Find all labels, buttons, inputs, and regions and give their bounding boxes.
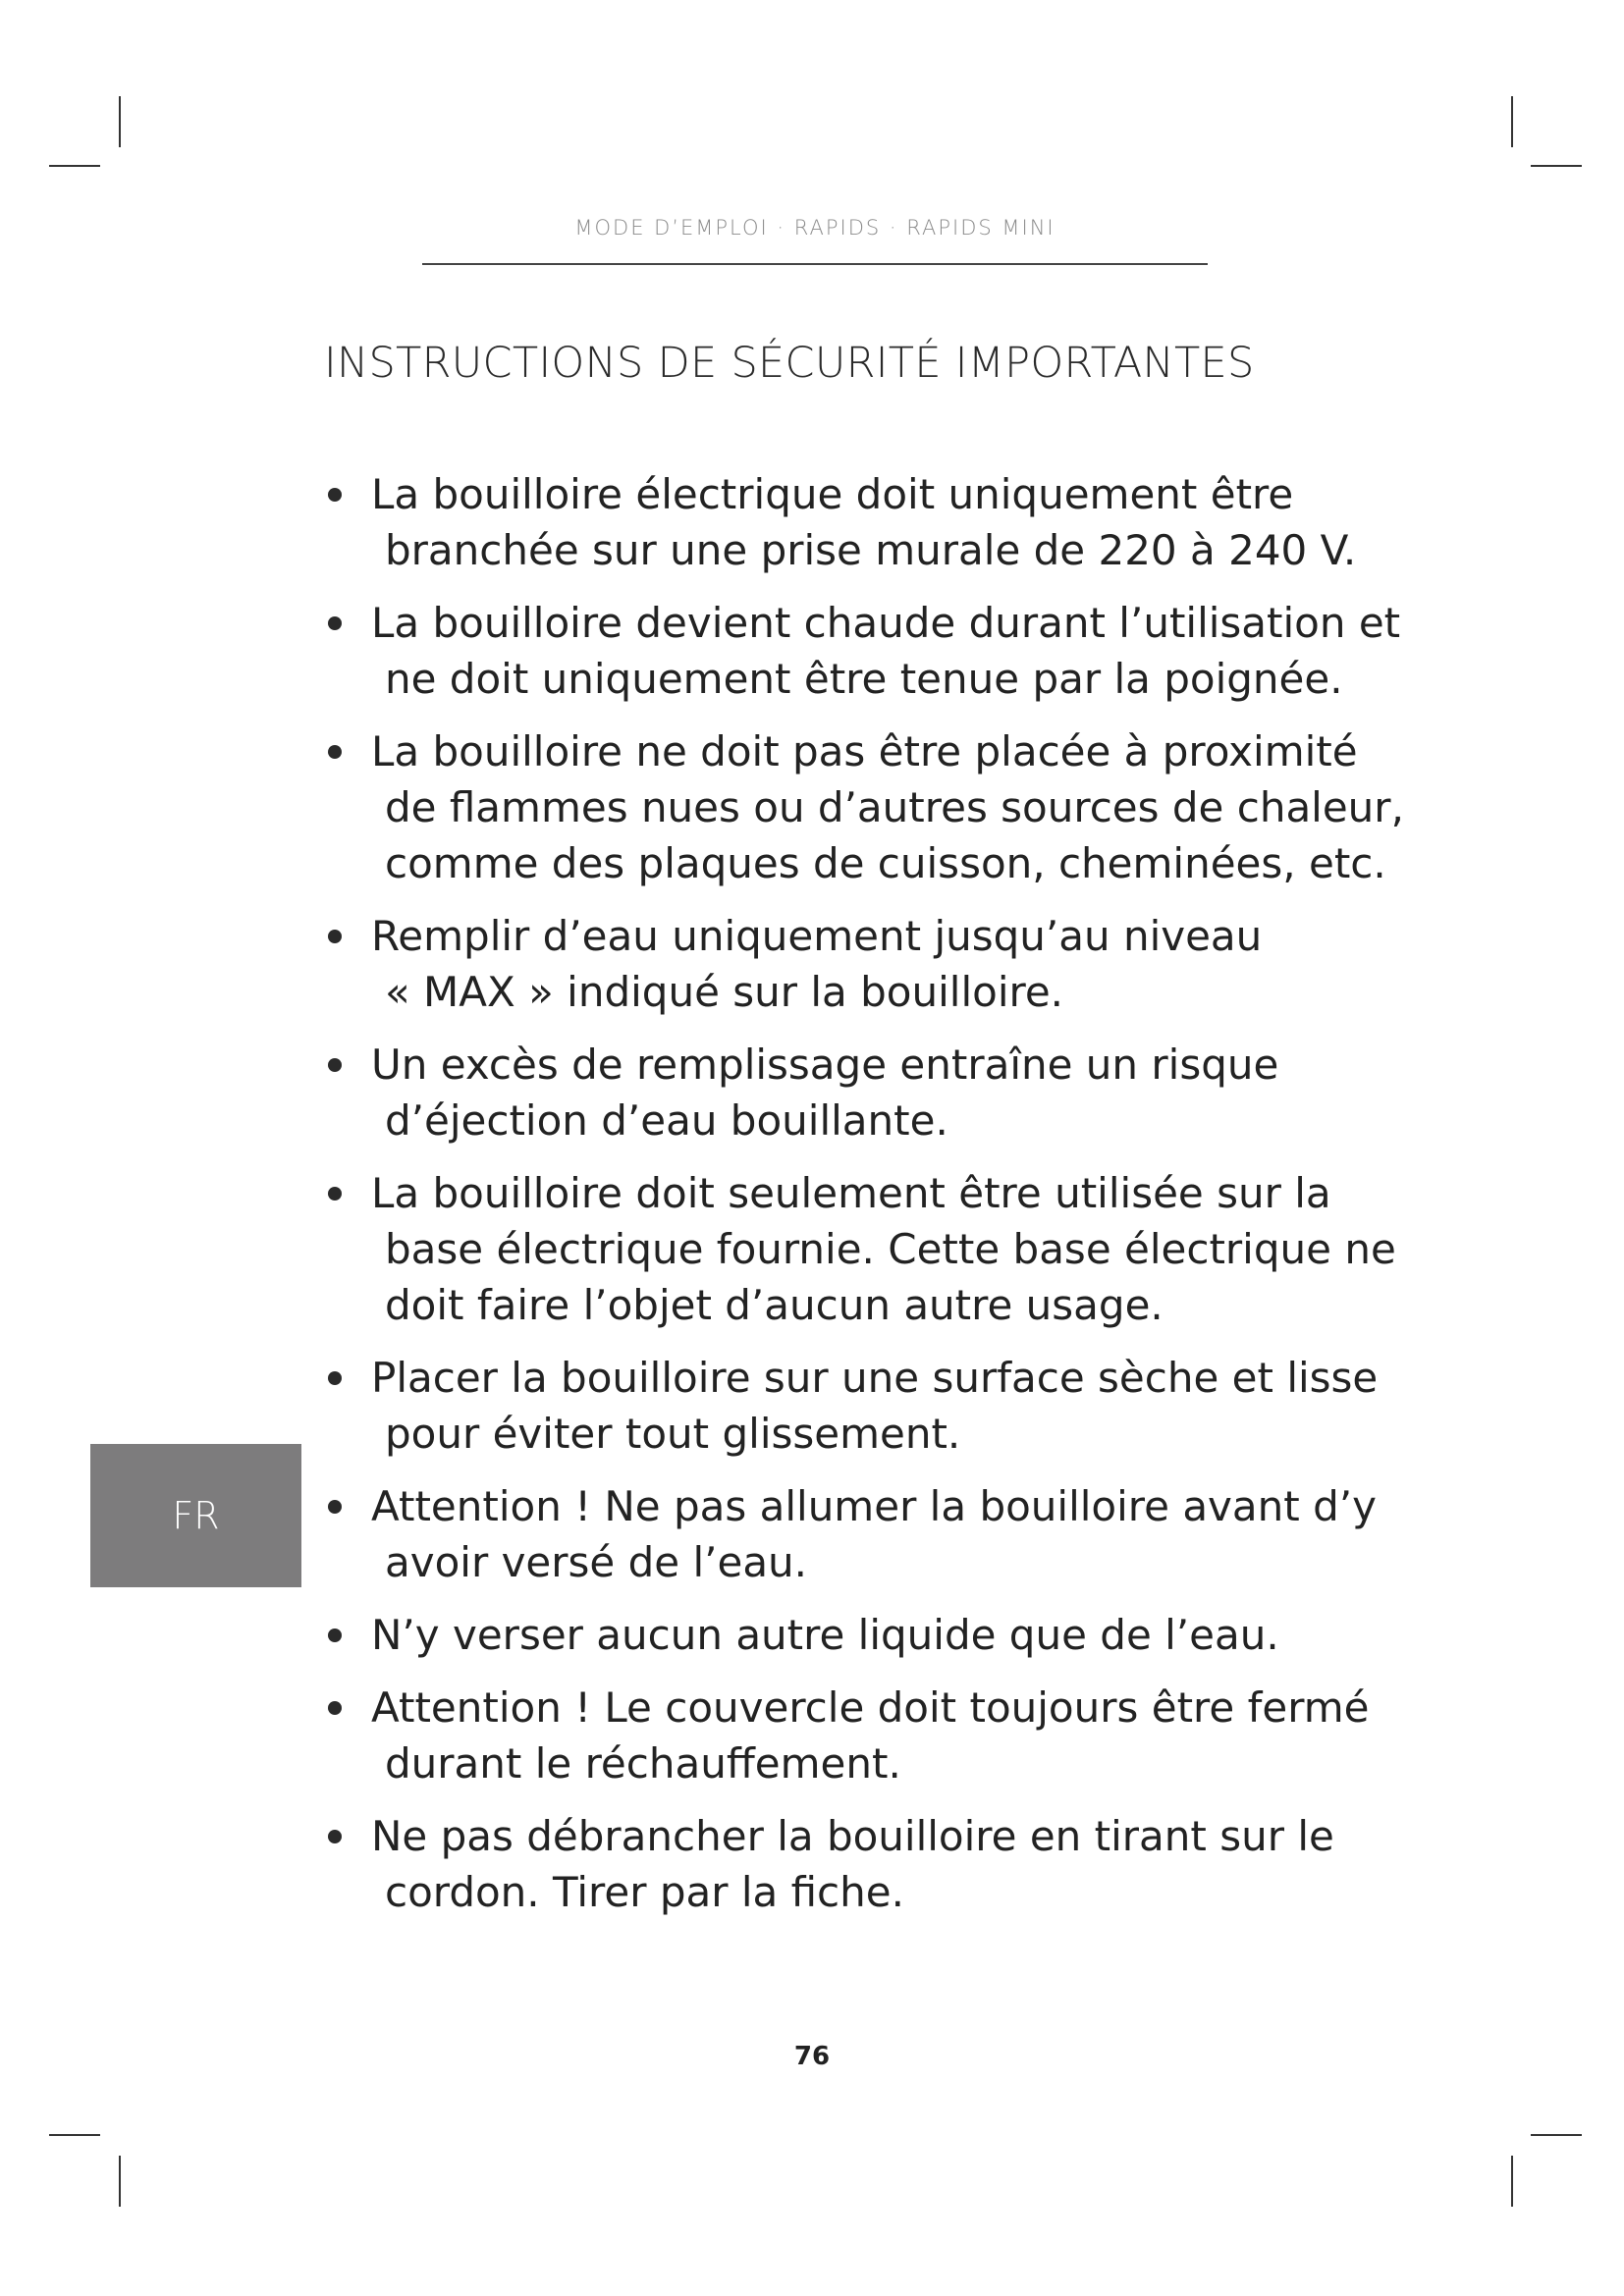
list-item-text-line: La bouilloire ne doit pas être placée à proximité [371, 727, 1358, 775]
bullet-icon [328, 488, 342, 502]
crop-mark-top-left-horizontal [49, 165, 100, 167]
list-item-text-line: durant le réchauffement. [385, 1739, 901, 1788]
bullet-icon [328, 745, 342, 759]
list-item-text-line: avoir versé de l’eau. [385, 1538, 808, 1586]
list-item-text-line: doit faire l’objet d’aucun autre usage. [385, 1281, 1164, 1329]
language-tab [90, 1444, 301, 1587]
bullet-icon [328, 1500, 342, 1514]
header-divider [422, 263, 1208, 265]
section-title: INSTRUCTIONS DE SÉCURITÉ IMPORTANTES [324, 339, 1255, 388]
bullet-icon [328, 930, 342, 943]
list-item-text-line: comme des plaques de cuisson, cheminées, etc. [385, 839, 1386, 887]
list-item-text-line: Attention ! Ne pas allumer la bouilloire avant d’y [371, 1482, 1377, 1530]
list-item-text-line: branchée sur une prise murale de 220 à 240 V. [385, 526, 1357, 574]
list-item-text-line: d’éjection d’eau bouillante. [385, 1096, 948, 1145]
crop-mark-top-left-vertical [119, 96, 121, 147]
bullet-icon [328, 1629, 342, 1642]
bullet-icon [328, 1058, 342, 1072]
list-item [324, 1165, 1404, 1333]
crop-mark-top-right-horizontal [1531, 165, 1582, 167]
bullet-icon [328, 1830, 342, 1843]
list-item-text-line: ne doit uniquement être tenue par la poignée. [385, 655, 1343, 703]
list-item [324, 1607, 1404, 1663]
list-item-text-line: de flammes nues ou d’autres sources de chaleur, [385, 783, 1404, 831]
list-item [324, 466, 1404, 578]
list-item [324, 595, 1404, 707]
list-item [324, 1808, 1404, 1920]
crop-mark-top-right-vertical [1511, 96, 1513, 147]
list-item-text-line: base électrique fournie. Cette base électrique ne [385, 1225, 1396, 1273]
safety-instructions-list [324, 466, 1404, 1937]
crop-mark-bottom-right-vertical [1511, 2156, 1513, 2207]
list-item-text-line: La bouilloire devient chaude durant l’utilisation et [371, 599, 1401, 647]
bullet-icon [328, 1187, 342, 1201]
list-item-text-line: cordon. Tirer par la fiche. [385, 1868, 904, 1916]
list-item [324, 1478, 1404, 1590]
language-tab-label: FR [172, 1494, 220, 1537]
list-item-text-line: « MAX » indiqué sur la bouilloire. [385, 968, 1064, 1016]
list-item [324, 723, 1404, 891]
list-item-text-line: Ne pas débrancher la bouilloire en tirant sur le [371, 1812, 1334, 1860]
list-item [324, 1350, 1404, 1462]
list-item-text-line: Remplir d’eau uniquement jusqu’au niveau [371, 912, 1263, 960]
running-header: MODE D’EMPLOI · RAPIDS · RAPIDS MINI [574, 216, 1056, 240]
list-item [324, 1037, 1404, 1148]
list-item-text-line: N’y verser aucun autre liquide que de l’eau. [371, 1611, 1279, 1659]
crop-mark-bottom-left-vertical [119, 2156, 121, 2207]
page-number: 76 [793, 2042, 831, 2071]
list-item-text-line: La bouilloire doit seulement être utilisée sur la [371, 1169, 1331, 1217]
list-item-text-line: Placer la bouilloire sur une surface sèche et lisse [371, 1354, 1379, 1402]
list-item-text-line: pour éviter tout glissement. [385, 1410, 961, 1458]
list-item [324, 1680, 1404, 1791]
bullet-icon [328, 616, 342, 630]
bullet-icon [328, 1371, 342, 1385]
bullet-icon [328, 1701, 342, 1715]
crop-mark-bottom-left-horizontal [49, 2134, 100, 2136]
list-item [324, 908, 1404, 1020]
list-item-text-line: Un excès de remplissage entraîne un risque [371, 1041, 1279, 1089]
crop-mark-bottom-right-horizontal [1531, 2134, 1582, 2136]
list-item-text-line: Attention ! Le couvercle doit toujours être fermé [371, 1683, 1370, 1732]
list-item-text-line: La bouilloire électrique doit uniquement être [371, 470, 1294, 518]
